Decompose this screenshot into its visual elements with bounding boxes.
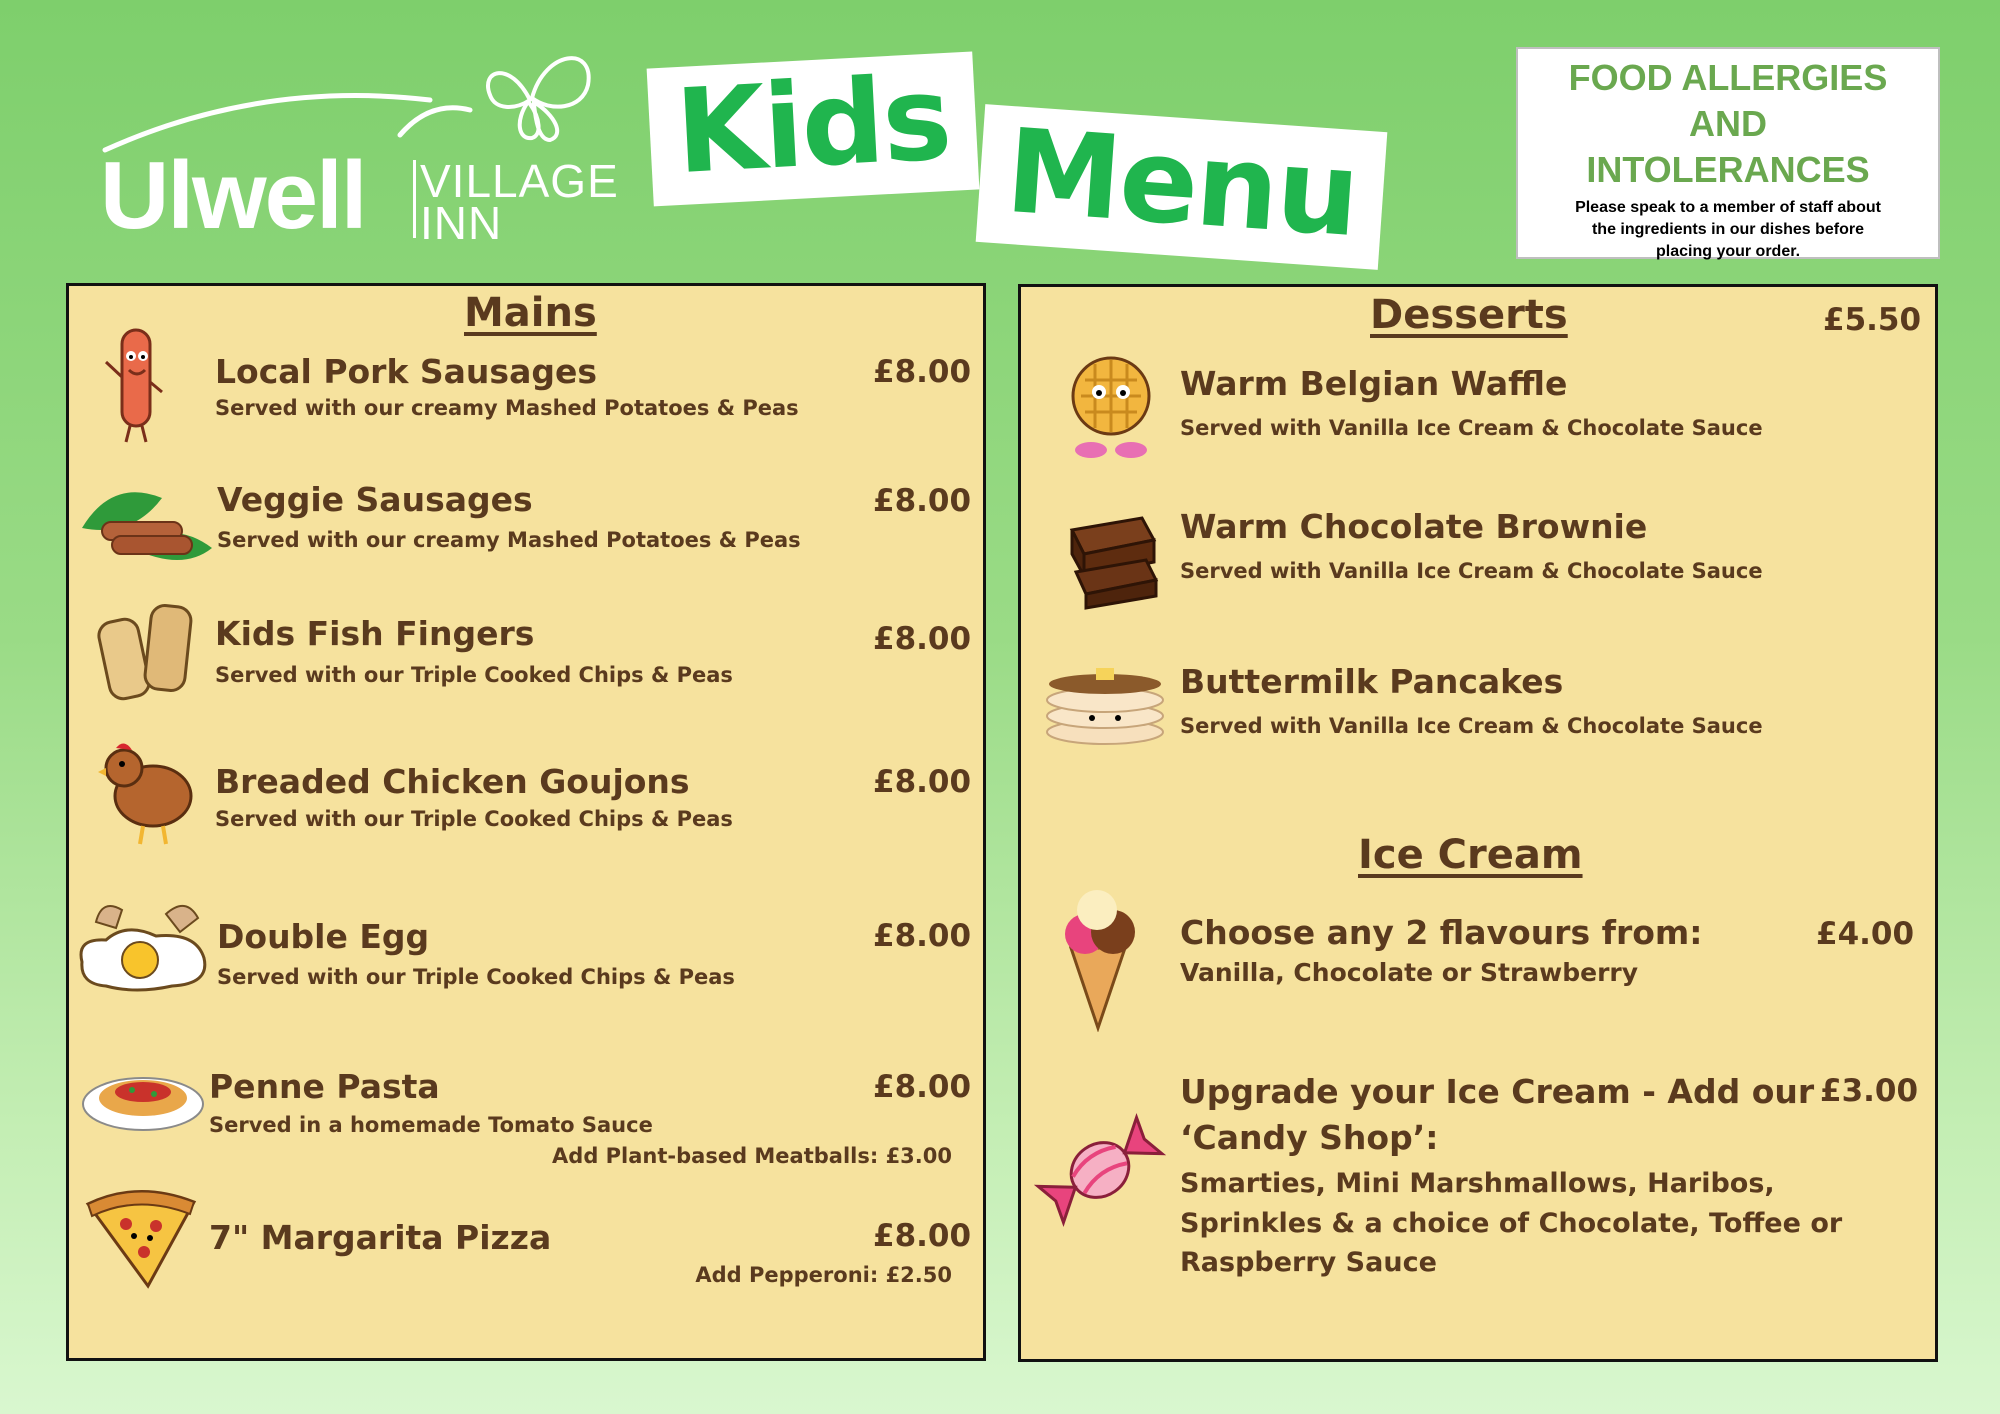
- menu-item-price: £8.00: [873, 483, 972, 519]
- ice-cream-icon: [1055, 886, 1141, 1032]
- kids-title: Kids: [647, 52, 980, 207]
- dessert-desc: Served with Vanilla Ice Cream & Chocolate Sauce: [1180, 714, 1763, 738]
- dessert-desc: Served with Vanilla Ice Cream & Chocolate Sauce: [1180, 416, 1763, 440]
- upgrade-name-line: Upgrade your Ice Cream - Add our: [1180, 1072, 1815, 1111]
- waffle-icon: [1055, 350, 1167, 462]
- allergy-notice: [1516, 47, 1940, 259]
- butterfly-icon: [470, 40, 600, 150]
- menu-item-name: Local Pork Sausages: [215, 352, 597, 391]
- upgrade-name-line: ‘Candy Shop’:: [1180, 1118, 1439, 1157]
- dessert-name: Buttermilk Pancakes: [1180, 662, 1564, 701]
- logo-divider: [413, 160, 416, 238]
- dessert-desc: Served with Vanilla Ice Cream & Chocolate Sauce: [1180, 559, 1763, 583]
- logo-wordmark: Ulwell: [100, 142, 366, 249]
- menu-item-name: Breaded Chicken Goujons: [215, 762, 690, 801]
- menu-item-price: £8.00: [873, 621, 972, 657]
- menu-item-price: £8.00: [873, 354, 972, 390]
- veggie-sausage-icon: [72, 478, 216, 572]
- fish-finger-icon: [96, 600, 196, 706]
- menu-item-extra: Add Pepperoni: £2.50: [695, 1263, 952, 1287]
- menu-item-desc: Served in a homemade Tomato Sauce: [209, 1113, 653, 1137]
- dessert-name: Warm Chocolate Brownie: [1180, 507, 1648, 546]
- menu-item-price: £8.00: [873, 918, 972, 954]
- allergy-text-line: Please speak to a member of staff about: [1575, 199, 1881, 216]
- menu-item-desc: Served with our creamy Mashed Potatoes & Peas: [215, 396, 799, 420]
- menu-item-price: £8.00: [873, 1218, 972, 1254]
- menu-item-name: Penne Pasta: [209, 1067, 440, 1106]
- menu-item-price: £8.00: [873, 764, 972, 800]
- pasta-icon: [80, 1060, 206, 1134]
- menu-item-name: Kids Fish Fingers: [215, 614, 535, 653]
- menu-title: Menu: [976, 104, 1388, 270]
- menu-item-price: £8.00: [873, 1069, 972, 1105]
- pancake-icon: [1042, 662, 1168, 748]
- menu-item-desc: Served with our Triple Cooked Chips & Peas: [215, 807, 733, 831]
- menu-item-desc: Served with our creamy Mashed Potatoes & Peas: [217, 528, 801, 552]
- desserts-price: £5.50: [1823, 302, 1922, 338]
- brownie-icon: [1062, 510, 1162, 610]
- upgrade-desc-line: Raspberry Sauce: [1180, 1247, 1437, 1278]
- ice-cream-choose-desc: Vanilla, Chocolate or Strawberry: [1180, 958, 1639, 987]
- upgrade-desc-line: Smarties, Mini Marshmallows, Haribos,: [1180, 1168, 1775, 1199]
- upgrade-desc-line: Sprinkles & a choice of Chocolate, Toffee or: [1180, 1208, 1843, 1239]
- menu-item-desc: Served with our Triple Cooked Chips & Peas: [215, 663, 733, 687]
- egg-icon: [76, 892, 210, 994]
- menu-item-name: Veggie Sausages: [217, 480, 533, 519]
- ice-cream-choose-price: £4.00: [1816, 916, 1915, 952]
- menu-item-extra: Add Plant-based Meatballs: £3.00: [552, 1144, 952, 1168]
- menu-item-name: Double Egg: [217, 917, 430, 956]
- menu-item-name: 7" Margarita Pizza: [209, 1218, 552, 1257]
- pizza-icon: [78, 1180, 204, 1292]
- desserts-heading: Desserts: [1370, 292, 1568, 338]
- dessert-name: Warm Belgian Waffle: [1180, 364, 1568, 403]
- chicken-icon: [98, 736, 198, 848]
- allergy-heading-2: AND: [1689, 103, 1767, 144]
- sausage-icon: [100, 322, 170, 448]
- allergy-heading-3: INTOLERANCES: [1586, 149, 1870, 190]
- mains-heading: Mains: [464, 290, 597, 336]
- allergy-text-line: the ingredients in our dishes before: [1591, 221, 1865, 238]
- allergy-text-line: placing your order.: [1655, 243, 1801, 260]
- logo-village: VILLAGE: [420, 155, 619, 207]
- logo-inn: INN: [420, 197, 503, 249]
- candy-icon: [1034, 1104, 1166, 1236]
- upgrade-price: £3.00: [1820, 1073, 1919, 1109]
- allergy-heading-1: FOOD ALLERGIES: [1568, 57, 1888, 98]
- menu-item-desc: Served with our Triple Cooked Chips & Peas: [217, 965, 735, 989]
- ice-cream-choose-name: Choose any 2 flavours from:: [1180, 913, 1703, 952]
- allergy-text: [1518, 193, 1938, 263]
- ice-cream-heading: Ice Cream: [1358, 832, 1583, 878]
